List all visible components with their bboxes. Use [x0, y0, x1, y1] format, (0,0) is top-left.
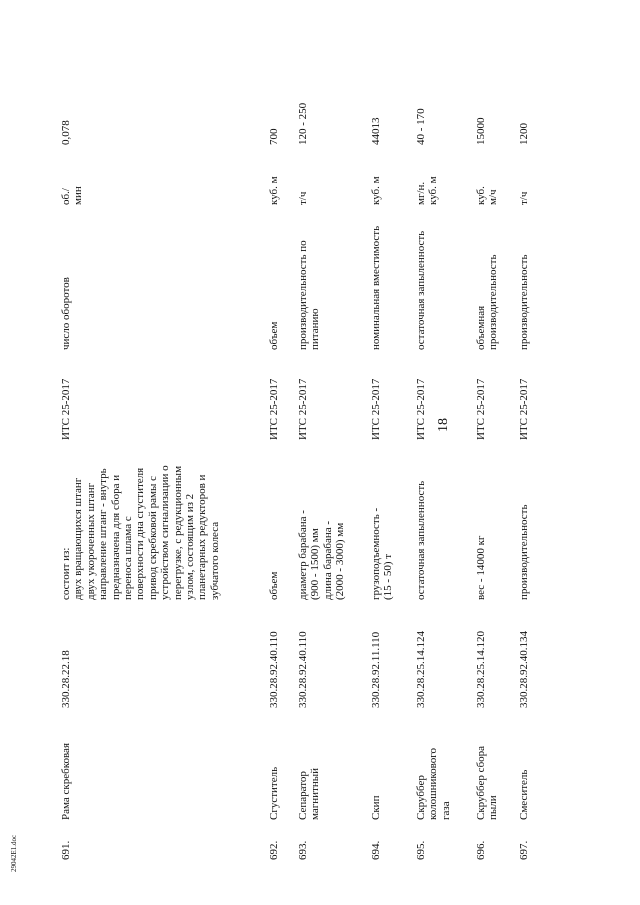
equipment-name: Смеситель	[518, 769, 530, 820]
unit: об./ мин	[60, 186, 85, 205]
equipment-parameters: вес - 14000 кг	[475, 535, 487, 600]
reference-document: ИТС 25-2017	[370, 378, 382, 440]
equipment-parameters: грузоподъемность - (15 - 50) т	[370, 507, 395, 600]
unit: куб. м	[268, 176, 280, 205]
page-number: 18	[436, 418, 451, 432]
characteristic: производительность	[518, 254, 530, 350]
row-number: 693.	[297, 840, 309, 860]
row-number: 692.	[268, 840, 280, 860]
reference-document: ИТС 25-2017	[415, 378, 427, 440]
characteristic: число оборотов	[60, 277, 72, 350]
equipment-parameters: остаточная запыленность	[415, 480, 427, 600]
row-number: 696.	[475, 840, 487, 860]
value: 700	[268, 128, 280, 145]
characteristic: производительность по питанию	[297, 240, 322, 350]
footer-filename: 29042E1.doc	[10, 834, 18, 872]
reference-document: ИТС 25-2017	[60, 378, 72, 440]
equipment-name: Сепаратор магнитный	[297, 767, 322, 820]
equipment-name: Скип	[370, 795, 382, 820]
equipment-code: 330.28.25.14.120	[475, 631, 487, 708]
unit: т/ч	[297, 191, 309, 205]
reference-document: ИТС 25-2017	[297, 378, 309, 440]
equipment-parameters: состоит из: двух вращающихся штанг двух укороченных штанг направление штанг - внутрь предназначена для сбора и переноса шлама с поверхности дна сгустителя привод скребковой рамы с устройством сигнализации о перегрузке, с редукционным узлом, состоящим из 2 планетарных редукторов и зубчатого колеса	[60, 465, 221, 600]
characteristic: объемная производительность	[475, 254, 500, 350]
row-number: 694.	[370, 840, 382, 860]
equipment-parameters: диаметр барабана - (900 - 1500) мм длина барабана - (2000 - 3000) мм	[297, 510, 347, 600]
equipment-code: 330.28.92.40.110	[297, 631, 309, 708]
unit: мг/н. куб. м	[415, 176, 440, 205]
equipment-table	[60, 60, 546, 860]
equipment-name: Рама скребковая	[60, 743, 72, 820]
unit: куб. м	[370, 176, 382, 205]
characteristic: номинальная вместимость	[370, 225, 382, 350]
reference-document: ИТС 25-2017	[518, 378, 530, 440]
equipment-code: 330.28.92.11.110	[370, 631, 382, 708]
equipment-name: Сгуститель	[268, 766, 280, 820]
characteristic: объем	[268, 321, 280, 350]
equipment-code: 330.28.92.40.134	[518, 631, 530, 708]
equipment-parameters: объем	[268, 571, 280, 600]
value: 0,078	[60, 120, 72, 145]
value: 15000	[475, 117, 487, 145]
unit: т/ч	[518, 191, 530, 205]
equipment-code: 330.28.22.18	[60, 650, 72, 708]
row-number: 691.	[60, 840, 72, 860]
value: 44013	[370, 117, 382, 145]
equipment-code: 330.28.25.14.124	[415, 631, 427, 708]
unit: куб. м/ч	[475, 186, 500, 205]
row-number: 695.	[415, 840, 427, 860]
characteristic: остаточная запыленность	[415, 230, 427, 350]
equipment-name: Скруббер сбора пыли	[475, 745, 500, 820]
equipment-parameters: производительность	[518, 504, 530, 600]
reference-document: ИТС 25-2017	[475, 378, 487, 440]
row-number: 697.	[518, 840, 530, 860]
equipment-name: Скруббер колошникового газа	[415, 747, 452, 820]
equipment-code: 330.28.92.40.110	[268, 631, 280, 708]
reference-document: ИТС 25-2017	[268, 378, 280, 440]
value: 1200	[518, 123, 530, 145]
value: 40 - 170	[415, 108, 427, 145]
value: 120 - 250	[297, 102, 309, 145]
